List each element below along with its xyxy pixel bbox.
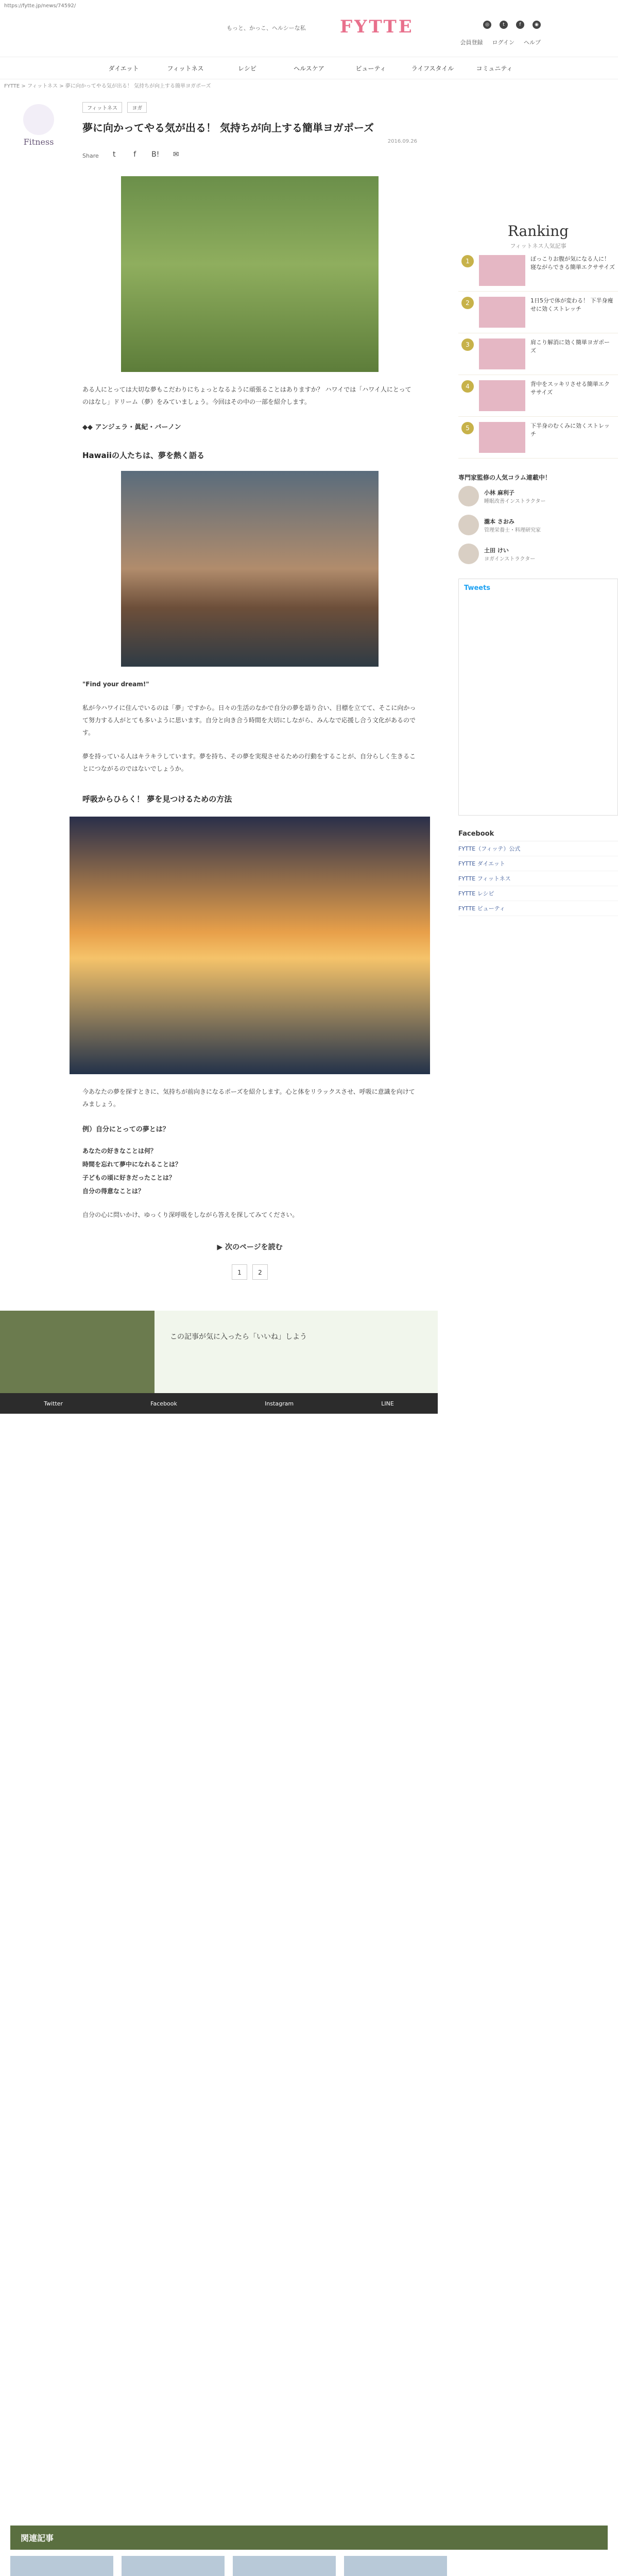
ranking-item[interactable] (458, 333, 618, 375)
point-item: 時間を忘れて夢中になれることは？ (82, 1161, 182, 1168)
expert-name: 瀧本 さおみ (484, 518, 514, 525)
card-thumbnail (344, 2556, 447, 2576)
follow-twitter[interactable]: Twitter (44, 1400, 63, 1407)
rank-number: 4 (461, 380, 474, 393)
site-logo[interactable]: FYTTE (340, 16, 414, 37)
card-thumbnail (233, 2556, 336, 2576)
rank-title: 背中をスッキリさせる簡単エクササイズ (530, 381, 610, 396)
rank-thumbnail (479, 422, 525, 453)
nav-diet[interactable]: ダイエット (108, 65, 139, 72)
sunset-image (121, 471, 379, 667)
nav-fitness[interactable]: フィットネス (167, 65, 204, 72)
expert-item[interactable] (458, 539, 618, 568)
content-wrap (0, 94, 618, 2526)
rank-number: 2 (461, 297, 474, 309)
article-date: 2016.09.26 (387, 139, 417, 144)
rank-thumbnail (479, 338, 525, 369)
facebook-item[interactable]: FYTTE フィットネス (458, 871, 618, 886)
article (44, 94, 417, 1407)
instagram-icon[interactable]: ◎ (483, 21, 491, 29)
article-title: 夢に向かってやる気が出る！ 気持ちが向上する簡単ヨガポーズ (82, 122, 374, 134)
category-badge (10, 104, 67, 147)
point-item: 自分の得意なことは？ (82, 1188, 145, 1195)
article-quote: "Find your dream!" (82, 681, 149, 688)
point-item: あなたの好きなことは何？ (82, 1147, 157, 1155)
rss-icon[interactable]: ◉ (533, 21, 541, 29)
global-nav (0, 57, 618, 79)
help-link[interactable]: ヘルプ (524, 39, 541, 46)
fitness-icon (23, 104, 54, 135)
login-link[interactable]: ログイン (492, 39, 514, 46)
nav-community[interactable]: コミュニティ (476, 65, 513, 72)
follow-instagram[interactable]: Instagram (265, 1400, 294, 1407)
follow-image (0, 1311, 154, 1393)
expert-name: 小林 麻利子 (484, 489, 514, 496)
experts-title: 専門家監修の人気コラム連載中！ (458, 474, 551, 481)
nav-lifestyle[interactable]: ライフスタイル (411, 65, 454, 72)
points-heading: 例）自分にとっての夢とは？ (82, 1126, 169, 1133)
page-1[interactable]: 1 (232, 1264, 247, 1280)
expert-desc: ヨガインストラクター (484, 556, 536, 562)
chip-fitness[interactable]: フィットネス (82, 102, 122, 113)
ranking-item[interactable] (458, 292, 618, 333)
related-card[interactable] (344, 2556, 447, 2576)
register-link[interactable]: 会員登録 (460, 39, 483, 46)
facebook-item[interactable]: FYTTE ビューティ (458, 901, 618, 916)
site-tagline: もっと、かっこ、ヘルシーな私 (227, 25, 306, 31)
pager (82, 1264, 417, 1280)
chip-yoga[interactable]: ヨガ (127, 102, 147, 113)
header-util (460, 38, 541, 46)
hero-image (121, 176, 379, 372)
related-card[interactable] (233, 2556, 336, 2576)
category-label: Fitness (23, 137, 54, 147)
follow-prompt: この記事が気に入ったら「いいね」しよう (170, 1333, 307, 1341)
card-thumbnail (122, 2556, 225, 2576)
facebook-item[interactable]: FYTTE レシピ (458, 886, 618, 901)
article-intro: ある人にとっては大切な夢もこだわりにちょっとなるように頑張ることはありますか？ ハワイでは「ハワイ人にとってのはなし」ドリーム（夢）をみていましょう。今回はその中の一部を紹介します。 (82, 386, 411, 405)
facebook-item[interactable]: FYTTE ダイエット (458, 856, 618, 871)
related-title: 関連記事 (10, 2526, 608, 2550)
section-heading-2: 呼吸からひらく！ 夢を見つけるための方法 (82, 794, 232, 804)
rank-thumbnail (479, 380, 525, 411)
twitter-share-icon[interactable]: t (113, 150, 116, 159)
facebook-icon[interactable]: f (516, 21, 524, 29)
ocean-sunset-image (70, 817, 430, 1074)
share-label: Share (82, 152, 99, 159)
ranking-item[interactable] (458, 250, 618, 292)
ranking-title: Ranking (507, 223, 569, 240)
rank-number: 3 (461, 338, 474, 351)
site-header (0, 12, 618, 46)
card-thumbnail (10, 2556, 113, 2576)
article-author: ◆◆ アンジェラ・眞紀・バーノン (82, 423, 181, 431)
nav-recipe[interactable]: レシピ (238, 65, 256, 72)
article-body-2: 夢を持っている人はキラキラしています。夢を持ち、その夢を実現させるための行動をすることが、自分らしく生きることにつながるのではないでしょうか。 (82, 753, 416, 772)
line-share-icon[interactable]: ✉ (173, 150, 179, 159)
follow-facebook[interactable]: Facebook (150, 1400, 177, 1407)
rank-number: 1 (461, 255, 474, 267)
related-card[interactable] (122, 2556, 225, 2576)
next-page-label: 次のページを読む (225, 1243, 283, 1251)
related-card[interactable] (10, 2556, 113, 2576)
expert-item[interactable] (458, 482, 618, 511)
ranking-item[interactable] (458, 375, 618, 417)
author-name: アンジェラ・眞紀・バーノン (95, 423, 181, 431)
article-body-1: 私が今ハワイに住んでいるのは「夢」ですから。日々の生活のなかで自分の夢を語り合い、目標を立てて、そこに向かって努力する人がとても多いように思います。自分と向き合う時間を大切にしながら、みんなで応援し合う文化があるのです。 (82, 704, 416, 736)
follow-box (0, 1311, 438, 1407)
avatar (458, 486, 479, 506)
ranking-box (458, 223, 618, 459)
expert-desc: 管理栄養士・料理研究家 (484, 527, 541, 533)
rank-title: 肩こり解消に効く簡単ヨガポーズ (530, 339, 610, 354)
related-section (0, 2526, 618, 2576)
twitter-icon[interactable]: t (500, 21, 508, 29)
point-item: 子どもの頃に好きだったことは？ (82, 1174, 176, 1181)
ranking-subtitle: フィットネス人気記事 (510, 243, 566, 249)
share-row (82, 150, 417, 161)
article-body-3: 今あなたの夢を探すときに、気持ちが前向きになるポーズを紹介します。心と体をリラックスさせ、呼吸に意識を向けてみましょう。 (82, 1088, 415, 1108)
tweets-title: Tweets (464, 584, 491, 592)
related-cards (10, 2550, 608, 2576)
url-bar: https://fytte.jp/news/74592/ (4, 3, 76, 9)
avatar (458, 515, 479, 535)
rank-thumbnail (479, 255, 525, 286)
avatar (458, 544, 479, 564)
facebook-title: Facebook (458, 830, 618, 841)
follow-bar (0, 1393, 438, 1414)
rank-title: 下半身のむくみに効くストレッチ (530, 422, 610, 437)
facebook-item[interactable]: FYTTE（フィッテ）公式 (458, 841, 618, 856)
nav-healthcare[interactable]: ヘルスケア (294, 65, 324, 72)
section-heading-1: Hawaiiの人たちは、夢を熱く語る (82, 451, 204, 460)
expert-name: 土田 けい (484, 547, 509, 554)
follow-line[interactable]: LINE (381, 1400, 394, 1407)
next-page-link[interactable]: ▶ 次のページを読む (217, 1243, 283, 1251)
rank-title: 1日5分で体が変わる！ 下半身痩せに効くストレッチ (530, 297, 613, 312)
rank-number: 5 (461, 422, 474, 434)
expert-desc: 睡眠改善インストラクター (484, 498, 546, 504)
header-sns (483, 21, 541, 29)
facebook-share-icon[interactable]: f (133, 150, 136, 159)
page-2[interactable]: 2 (252, 1264, 268, 1280)
sidebar (458, 94, 618, 916)
breadcrumb: FYTTE > フィットネス > 夢に向かってやる気が出る！ 気持ちが向上する簡単ヨガポーズ (4, 83, 211, 89)
nav-beauty[interactable]: ビューティ (355, 65, 386, 72)
rank-thumbnail (479, 297, 525, 328)
article-chips (82, 102, 417, 113)
ranking-item[interactable] (458, 417, 618, 459)
expert-item[interactable] (458, 511, 618, 539)
rank-title: ぽっこりお腹が気になる人に！ 寝ながらできる簡単エクササイズ (530, 256, 615, 270)
article-body-4: 自分の心に問いかけ、ゆっくり深呼吸をしながら答えを探してみてください。 (82, 1211, 299, 1218)
tweets-widget[interactable] (458, 579, 618, 816)
hatena-share-icon[interactable]: B! (151, 150, 160, 159)
